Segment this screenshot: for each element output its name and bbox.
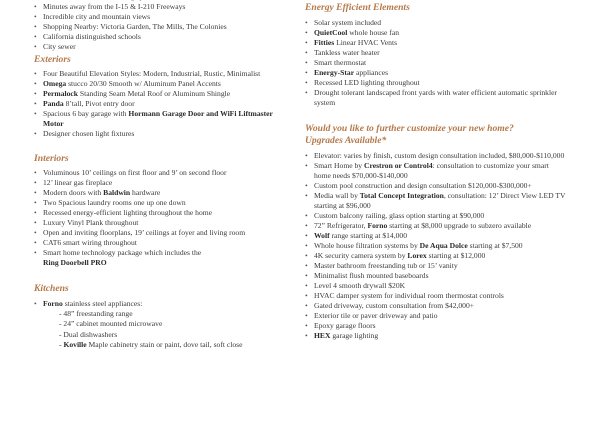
upgrades-list <box>305 151 567 341</box>
item-text: Spacious 6 bay garage with <box>43 109 129 118</box>
brand-name: QuietCool <box>314 28 348 37</box>
item-text: Recessed LED lighting throughout <box>314 78 420 87</box>
item-text: Voluminous 10’ ceilings on first floor and 9’ on second floor <box>43 168 227 177</box>
interiors-list <box>34 168 286 268</box>
item-text: appliances <box>354 68 389 77</box>
list-item <box>34 168 286 178</box>
brand-name: Koville <box>63 340 87 350</box>
list-item <box>34 109 286 129</box>
item-text: CAT6 smart wiring throughout <box>43 238 137 247</box>
item-text: stainless steel appliances: <box>62 299 143 308</box>
item-text: Elevator: varies by finish, custom design consultation included, $80,000-$110,000 <box>314 151 565 160</box>
item-text: Drought tolerant landscaped front yards with water efficient automatic sprinkler system <box>314 88 557 107</box>
list-item <box>305 151 567 161</box>
list-item <box>305 241 567 251</box>
item-text: stucco 20/30 Smooth w/ Aluminum Panel Accents <box>66 79 221 88</box>
item-text: Minutes away from the I-15 & I-210 Freeways <box>43 2 186 11</box>
list-item <box>305 68 567 78</box>
item-text: - <box>59 340 64 350</box>
brand-name: Baldwin <box>103 188 131 197</box>
list-item <box>305 271 567 281</box>
list-item <box>34 2 286 12</box>
item-text: range starting at $14,000 <box>329 231 408 240</box>
list-item <box>305 28 567 38</box>
list-item <box>305 301 567 311</box>
item-text: Exterior tile or paver driveway and patio <box>314 311 438 320</box>
exteriors-heading: Exteriors <box>34 54 71 65</box>
item-text: Maple cabinetry stain or paint, dove tail, soft close <box>86 340 243 350</box>
list-item <box>305 281 567 291</box>
item-text: Smart Home by <box>314 161 364 170</box>
list-item <box>34 208 286 218</box>
item-text: whole house fan <box>347 28 399 37</box>
brand-name: Fitties <box>314 38 335 47</box>
interiors-heading: Interiors <box>34 153 69 164</box>
list-item <box>34 248 286 268</box>
item-text: Whole house filtration systems by <box>314 241 420 250</box>
list-item <box>305 311 567 321</box>
list-item <box>305 231 567 241</box>
item-text: Shopping Nearby: Victoria Garden, The Mills, The Colonies <box>43 22 227 31</box>
brand-name: Lorex <box>407 251 427 260</box>
item-text: HVAC damper system for individual room thermostat controls <box>314 291 504 300</box>
exteriors-list <box>34 69 286 139</box>
item-text: 8’tall, Pivot entry door <box>63 99 135 108</box>
item-text: Recessed energy-efficient lighting throughout the home <box>43 208 213 217</box>
item-text: Minimalist flush mounted baseboards <box>314 271 429 280</box>
brand-name: HEX <box>314 331 331 340</box>
list-item <box>305 331 567 341</box>
item-text: 4K security camera system by <box>314 251 408 260</box>
list-item <box>305 18 567 28</box>
brand-name: Permalock <box>43 89 79 98</box>
energy-heading: Energy Efficient Elements <box>305 2 410 13</box>
list-item <box>34 42 286 52</box>
item-text: starting at $7,500 <box>467 241 523 250</box>
kitchens-list <box>34 299 286 351</box>
sub-item <box>59 340 286 350</box>
list-item <box>305 221 567 231</box>
upgrades-question: Would you like to further customize your new home? <box>305 123 514 134</box>
item-text: Four Beautiful Elevation Styles: Modern, Industrial, Rustic, Minimalist <box>43 69 261 78</box>
list-item <box>34 32 286 42</box>
list-item <box>34 228 286 238</box>
list-item <box>34 218 286 228</box>
item-text: Linear HVAC Vents <box>334 38 398 47</box>
upgrades-heading <box>305 123 567 147</box>
item-text <box>43 0 153 1</box>
list-item <box>305 291 567 301</box>
brand-name: Energy-Star <box>314 68 355 77</box>
sub-item: - 48” freestanding range <box>59 309 133 318</box>
item-text: 12’ linear gas fireplace <box>43 178 113 187</box>
item-text: Gated driveway, custom consultation from $42,000+ <box>314 301 475 310</box>
location-features-list <box>34 0 286 52</box>
kitchens-heading: Kitchens <box>34 283 69 294</box>
item-text: Modern doors with <box>43 188 104 197</box>
sub-item: - Dual dishwashers <box>59 329 118 339</box>
item-text: Tankless water heater <box>314 48 380 57</box>
item-text: Designer chosen light fixtures <box>43 129 135 138</box>
item-text: Master bathroom freestanding tub or 15’ vanity <box>314 261 458 270</box>
list-item <box>305 88 567 108</box>
item-text: , consultation: 12’ Direct View LED TV starting at $96,000 <box>314 191 566 210</box>
list-item <box>305 251 567 261</box>
list-item <box>305 181 567 191</box>
upgrades-subheading: Upgrades Available* <box>305 135 387 146</box>
brand-name: De Aqua Dolce <box>419 241 468 250</box>
list-item <box>305 161 567 181</box>
list-item <box>305 321 567 331</box>
item-text: hardware <box>130 188 161 197</box>
list-item <box>305 58 567 68</box>
item-text: Media wall by <box>314 191 360 200</box>
item-text: Custom pool construction and design consultation $120,000-$300,000+ <box>314 181 532 190</box>
item-text: Open and inviting floorplans, 19’ ceilings at foyer and living room <box>43 228 246 237</box>
item-text: : consultation to customize your smart home needs $70,000-$140,000 <box>314 161 549 180</box>
list-item <box>305 191 567 211</box>
brand-name: Hormann Garage Door and WiFi Liftmaster Motor <box>43 109 273 128</box>
item-text: Incredible city and mountain views <box>43 12 151 21</box>
list-item <box>34 22 286 32</box>
list-item <box>34 129 286 139</box>
item-text: Smart thermostat <box>314 58 367 67</box>
item-text: City sewer <box>43 42 76 51</box>
brand-name: Forno <box>367 221 388 230</box>
item-text: starting at $8,000 upgrade to subzero available <box>387 221 532 230</box>
brand-name: Total Concept Integration <box>359 191 444 200</box>
list-item <box>34 89 286 99</box>
item-text: Standing Seam Metal Roof or Aluminum Shingle <box>78 89 231 98</box>
list-item <box>305 48 567 58</box>
energy-list <box>305 18 567 108</box>
list-item <box>34 12 286 22</box>
item-text: Smart home technology package which includes the <box>43 248 202 257</box>
item-text: Epoxy garage floors <box>314 321 376 330</box>
list-item <box>34 69 286 79</box>
list-item <box>305 38 567 48</box>
item-text: 72” Refrigerator, <box>314 221 368 230</box>
brand-name: Crestron or Control4 <box>364 161 433 170</box>
list-item <box>34 188 286 198</box>
item-text: Solar system included <box>314 18 382 27</box>
list-item <box>34 299 286 351</box>
list-item <box>305 78 567 88</box>
list-item <box>34 238 286 248</box>
brand-name: Panda <box>43 99 64 108</box>
item-text: garage lighting <box>330 331 379 340</box>
brand-name: Omega <box>43 79 67 88</box>
list-item <box>305 261 567 271</box>
list-item <box>34 79 286 89</box>
brand-name: Forno <box>43 299 63 308</box>
brand-name: Ring Doorbell PRO <box>43 258 107 267</box>
item-text: California distinguished schools <box>43 32 141 41</box>
list-item <box>34 198 286 208</box>
list-item <box>34 99 286 109</box>
left-column <box>34 0 286 351</box>
item-text: Custom balcony railing, glass option starting at $90,000 <box>314 211 485 220</box>
appliance-sublist <box>43 309 286 351</box>
item-text: Level 4 smooth drywall $20K <box>314 281 406 290</box>
right-column <box>305 2 567 341</box>
item-text: Luxury Vinyl Plank throughout <box>43 218 139 227</box>
list-item <box>34 178 286 188</box>
sub-item: - 24” cabinet mounted microwave <box>59 319 163 329</box>
list-item <box>305 211 567 221</box>
item-text: Two Spacious laundry rooms one up one down <box>43 198 186 207</box>
item-text: starting at $12,000 <box>426 251 486 260</box>
brand-name: Wolf <box>314 231 330 240</box>
